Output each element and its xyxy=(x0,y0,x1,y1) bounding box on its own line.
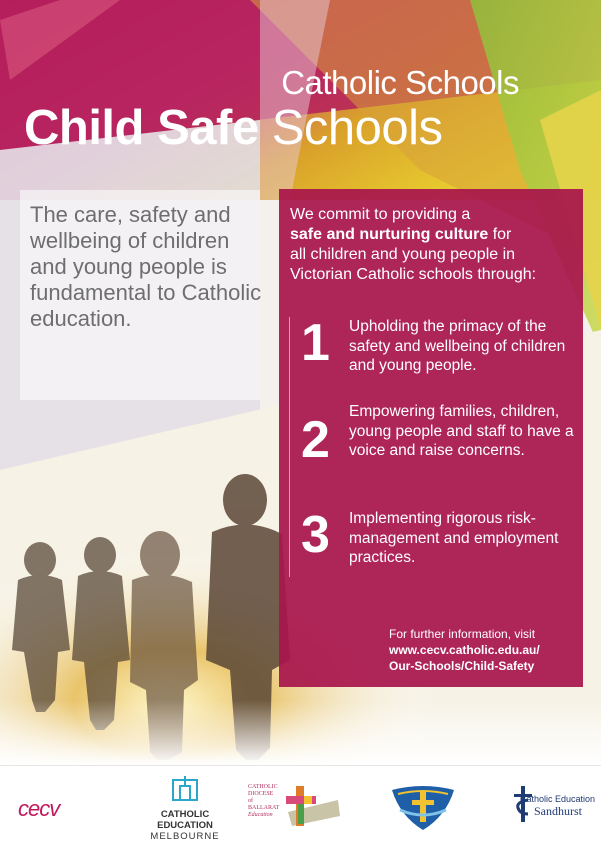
cecv-logo: cecv xyxy=(18,796,60,821)
intro-line-1: We commit to providing a xyxy=(290,206,471,223)
logo-strip xyxy=(0,765,601,850)
item-text: Upholding the primacy of the safety and wellbeing of children and young people. xyxy=(349,318,566,374)
sandhurst-cross-icon xyxy=(512,786,534,822)
ballarat-line-2: DIOCESE xyxy=(248,791,274,797)
item-number: 1 xyxy=(301,314,330,372)
intro-bold: safe and nurturing culture xyxy=(290,226,489,243)
cem-line-2: EDUCATION xyxy=(157,820,213,831)
cem-line-1: CATHOLIC xyxy=(160,809,210,820)
info-link-line-2[interactable]: Our-Schools/Child-Safety xyxy=(389,659,535,673)
info-label: For further information, visit xyxy=(389,627,536,641)
title-part-light: Schools xyxy=(271,101,443,155)
cem-building-icon xyxy=(171,776,199,802)
intro-line-4: Victorian Catholic schools through: xyxy=(290,266,537,283)
item-number: 2 xyxy=(301,411,330,469)
item-number: 3 xyxy=(301,506,330,564)
diocese-logo-blue xyxy=(388,780,458,837)
sandhurst-emblem xyxy=(512,786,534,827)
item-text: Empowering families, children, young people and staff to have a voice and raise concerns. xyxy=(349,403,574,459)
commitment-panel xyxy=(279,189,583,687)
divider-line xyxy=(289,317,290,577)
catholic-education-melbourne-logo xyxy=(140,776,230,842)
info-link-line-1[interactable]: www.cecv.catholic.edu.au/ xyxy=(389,643,540,657)
further-info xyxy=(389,626,579,674)
item-text: Implementing rigorous risk-management and employment practices. xyxy=(349,510,559,566)
ballarat-line-1: CATHOLIC xyxy=(248,784,278,790)
intro-line-2-rest: for xyxy=(488,226,512,243)
cem-line-3: MELBOURNE xyxy=(150,831,220,842)
intro-line-3: all children and young people in xyxy=(290,246,516,263)
ballarat-cross-icon xyxy=(278,782,342,830)
page-title xyxy=(24,100,443,156)
shield-cross-icon xyxy=(388,780,458,832)
statement-text: The care, safety and wellbeing of children and young people is fundamental to Catholic education. xyxy=(30,202,262,331)
ballarat-line-5: Education xyxy=(248,812,273,818)
ballarat-line-4: BALLARAT xyxy=(248,805,280,811)
title-part-bold: Child Safe xyxy=(24,101,259,155)
commitment-intro xyxy=(290,205,580,285)
sandhurst-line-1: Catholic Education xyxy=(520,794,596,804)
ballarat-line-3: of xyxy=(248,798,253,804)
intro-line-2 xyxy=(290,225,580,245)
header-subtitle: Catholic Schools xyxy=(281,64,519,101)
sandhurst-line-2: Sandhurst xyxy=(534,804,582,818)
